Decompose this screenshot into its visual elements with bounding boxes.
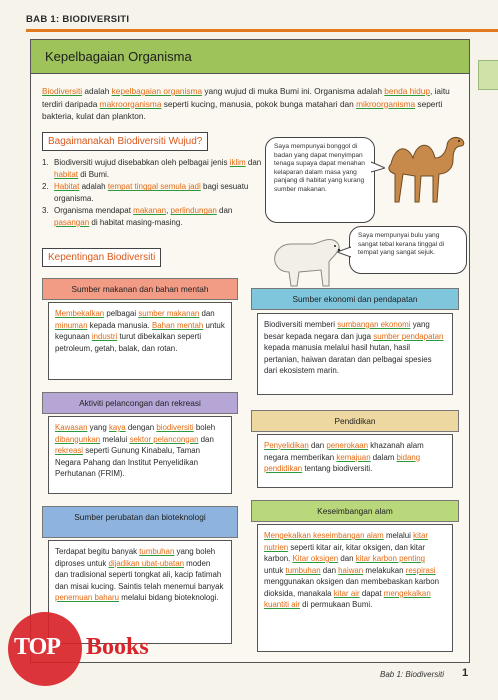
- keyword: mengekalkan kuantiti air: [264, 588, 431, 609]
- keyword: mikroorganisma: [356, 98, 416, 109]
- text-run: melalui bidang bioteknologi.: [119, 593, 219, 602]
- text-run: dan: [338, 554, 356, 563]
- text-run: dan: [320, 565, 339, 575]
- card-title-pendidikan: Pendidikan: [251, 410, 459, 432]
- keyword: Biodiversiti: [42, 86, 83, 96]
- card-title-keseimbangan: Keseimbangan alam: [251, 500, 459, 522]
- keyword: kitar karbon penting: [355, 554, 426, 563]
- polar-bear-illustration: [269, 232, 343, 290]
- keyword: bidang pendidikan: [264, 452, 421, 473]
- keyword: benda hidup: [384, 86, 430, 96]
- text-run: Biodiversiti memberi: [264, 320, 338, 329]
- keyword: iklim: [229, 158, 246, 167]
- text-run: pelbagai: [104, 309, 139, 318]
- camel-speech-bubble: Saya mempunyai bonggol di badan yang dapat menyimpan tenaga supaya dapat menahan kelaparan dalam masa yang panjang di habitat yang kurang sumber makanan.: [265, 137, 375, 223]
- keyword: dijadikan ubat-ubatan: [108, 558, 184, 568]
- card-title-pelancongan: Aktiviti pelancongan dan rekreasi: [42, 392, 238, 414]
- keyword: kepelbagaian organisma: [111, 86, 203, 96]
- text-run: , iaitu terdiri daripada: [42, 86, 450, 109]
- text-run: yang wujud di muka Bumi ini. Organisma adalah: [202, 86, 385, 96]
- text-run: dan: [308, 441, 327, 450]
- list-text: [54, 205, 262, 228]
- text-run: bagi sesuatu organisma.: [54, 182, 249, 203]
- page-number: 1: [462, 667, 469, 679]
- keyword: biodiversiti: [156, 423, 194, 432]
- list-item: [42, 157, 262, 180]
- text-run: seperti kitar air, kitar oksigen, dan kitar karbon.: [264, 542, 425, 563]
- list-text: [54, 157, 262, 180]
- topbooks-watermark: [8, 612, 188, 682]
- text-run: dan: [198, 434, 214, 444]
- text-run: kepada manusia.: [87, 320, 152, 330]
- text-run: moden dan tradisional seperti tongkat ali, kacip fatimah dan misai kucing. Saintis telah menemui banyak: [55, 558, 224, 591]
- header-rule: [26, 29, 498, 32]
- text-run: di permukaan Bumi.: [299, 600, 373, 609]
- text-run: turut dibekalkan seperti petroleum, getah, balak, dan rotan.: [55, 332, 202, 353]
- keyword: sumbangan ekonomi: [337, 320, 411, 329]
- keyword: tumbuhan: [285, 565, 321, 575]
- keyword: tumbuhan: [139, 547, 175, 556]
- list-item: [42, 205, 262, 228]
- keyword: rekreasi: [55, 446, 84, 455]
- card-body-ekonomi: [257, 313, 453, 395]
- text-run: kepada manusia melalui hasil hutan, hasil pertanian, haiwan daratan dan pelbagai spesies dari ekosistem marin.: [264, 343, 432, 375]
- keyword: Penyelidikan: [264, 441, 309, 450]
- text-run: dan: [245, 158, 262, 167]
- text-run: di habitat masing-masing.: [89, 217, 183, 227]
- text-run: yang boleh diproses untuk: [55, 547, 216, 568]
- text-run: Terdapat begitu banyak: [55, 547, 140, 556]
- card-body-pendidikan: [257, 434, 453, 488]
- text-run: Organisma mendapat: [54, 206, 134, 216]
- text-run: untuk: [264, 565, 286, 575]
- keyword: kitar nutrien: [264, 531, 429, 552]
- keyword: Membekalkan: [55, 309, 105, 318]
- keyword: haiwan: [338, 565, 364, 575]
- keyword: industri: [91, 332, 118, 341]
- text-run: dalam: [370, 452, 397, 462]
- card-title-ekonomi: Sumber ekonomi dan pendapatan: [251, 288, 459, 310]
- card-title-perubatan: Sumber perubatan dan bioteknologi: [42, 506, 238, 538]
- section-heading-kepentingan: Kepentingan Biodiversiti: [42, 248, 161, 267]
- text-run: Biodiversiti wujud disebabkan oleh pelbagai jenis: [54, 158, 230, 167]
- keyword: makroorganisma: [99, 98, 162, 109]
- camel-illustration: [381, 128, 469, 206]
- card-title-makanan: Sumber makanan dan bahan mentah: [42, 278, 238, 300]
- keyword: sektor pelancongan: [129, 434, 199, 444]
- keyword: tempat tinggal semula jadi: [107, 182, 201, 192]
- text-run: tentang biodiversiti.: [302, 464, 373, 473]
- keyword: minuman: [55, 320, 88, 330]
- text-run: adalah: [82, 86, 112, 96]
- keyword: Bahan mentah: [151, 320, 204, 330]
- text-run: adalah: [79, 182, 108, 192]
- keyword: sumber pendapatan: [373, 331, 444, 341]
- content-frame: [30, 39, 470, 663]
- text-run: seperti Gunung Kinabalu, Taman Negara Pahang dan Institut Penyelidikan Perhutanan (FRIM).: [55, 446, 201, 478]
- keyword: habitat: [54, 169, 79, 179]
- keyword: kitar air: [333, 588, 360, 598]
- keyword: penemuan baharu: [55, 593, 120, 602]
- card-body-keseimbangan: [257, 524, 453, 652]
- chapter-header: BAB 1: BIODIVERSITI: [26, 14, 130, 25]
- text-run: melalui: [383, 531, 414, 540]
- keyword: Habitat: [54, 182, 80, 192]
- keyword: penerokaan: [326, 441, 368, 450]
- keyword: makanan: [133, 206, 167, 216]
- keyword: sumber makanan: [138, 309, 200, 318]
- text-run: untuk kegunaan: [55, 320, 225, 341]
- keyword: kemajuan: [336, 452, 371, 462]
- footer-chapter-label: Bab 1: Biodiversiti: [380, 670, 445, 679]
- text-run: menggunakan oksigen dan membebaskan karbon dioksida, manakala: [264, 577, 440, 598]
- intro-paragraph: [42, 85, 460, 123]
- keyword: Kawasan: [55, 423, 88, 432]
- keyword: pasangan: [54, 217, 90, 227]
- text-run: ,: [166, 206, 171, 216]
- text-run: dengan: [125, 423, 157, 432]
- title-bar: [31, 40, 469, 74]
- text-run: seperti kucing, manusia, pokok bunga matahari dan: [161, 98, 357, 109]
- text-run: yang: [87, 423, 109, 432]
- text-run: khazanah alam negara memberikan: [264, 441, 424, 462]
- page-title: Kepelbagaian Organisma: [45, 49, 192, 64]
- text-run: melakukan: [363, 565, 406, 575]
- card-body-pelancongan: [48, 416, 232, 494]
- keyword: perlindungan: [170, 206, 217, 216]
- page-edge-tab: [478, 60, 498, 90]
- bear-speech-bubble: Saya mempunyai bulu yang sangat tebal kerana tinggal di tempat yang sangat sejuk.: [349, 226, 467, 274]
- list-text: [54, 181, 262, 204]
- watermark-books-text: Books: [86, 634, 149, 660]
- keyword: respirasi: [405, 565, 436, 575]
- keyword: Kitar oksigen: [292, 554, 339, 563]
- list-number: 3.: [42, 206, 49, 216]
- list-number: 2.: [42, 182, 49, 192]
- text-run: dan: [216, 206, 233, 216]
- list-number: 1.: [42, 158, 49, 167]
- wujud-list: [42, 157, 262, 230]
- watermark-top-text: TOP: [14, 634, 60, 660]
- text-run: melalui: [100, 434, 130, 444]
- text-run: di Bumi.: [78, 169, 110, 179]
- card-body-makanan: [48, 302, 232, 380]
- keyword: Mengekalkan keseimbangan alam: [264, 531, 384, 540]
- text-run: dan: [199, 309, 215, 318]
- text-run: seperti bakteria, kulat dan plankton.: [42, 98, 443, 122]
- text-run: yang besar kepada negara dan juga: [264, 320, 430, 341]
- keyword: dibangunkan: [55, 434, 101, 444]
- text-run: dapat: [359, 588, 384, 598]
- keyword: kaya: [108, 423, 126, 432]
- section-heading-wujud: Bagaimanakah Biodiversiti Wujud?: [42, 132, 208, 151]
- text-run: boleh: [193, 423, 216, 432]
- list-item: [42, 181, 262, 204]
